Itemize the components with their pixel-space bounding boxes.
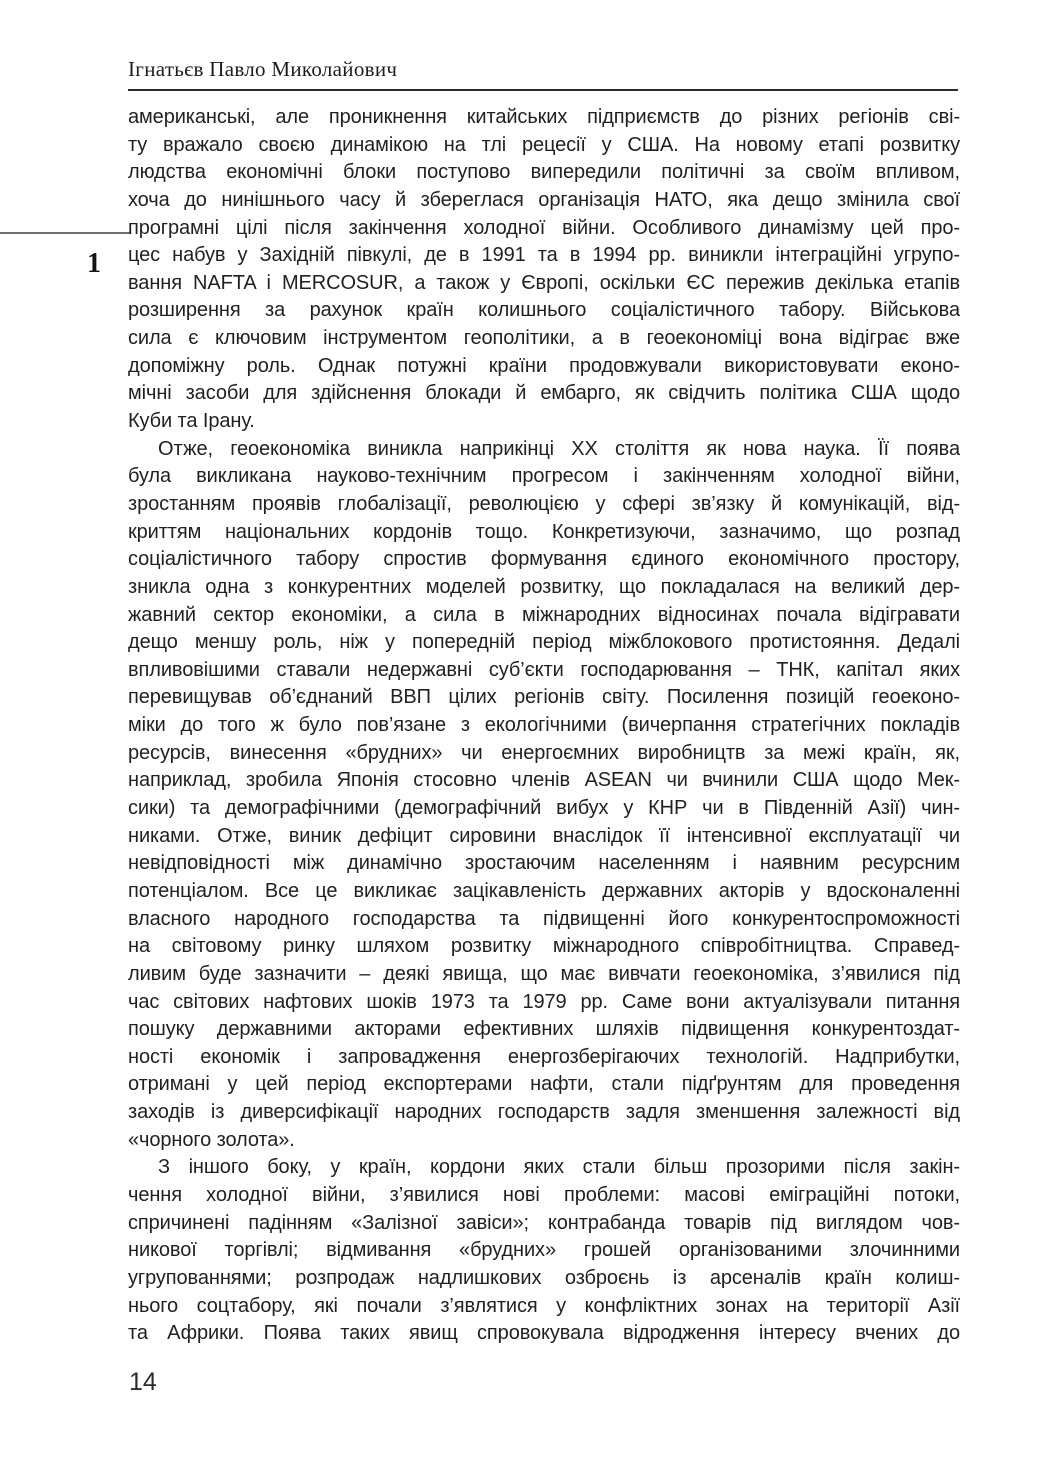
text-line: невідповідності між динамічно зростаючим населенням і наявним ресурсним — [128, 852, 960, 875]
text-line: була викликана науково-технічним прогресом і закінченням холодної війни, — [128, 465, 960, 488]
text-line: міки до того ж було пов’язане з екологічними (вичерпання стратегічних покладів — [128, 714, 960, 737]
text-line: сила є ключовим інструментом геополітики, а в геоекономіці вона відіграє вже — [128, 327, 960, 350]
text-line: заходів із диверсифікації народних господарств задля зменшення залежності від — [128, 1101, 960, 1124]
text-line: наприклад, зробила Японія стосовно членів ASEAN чи вчинили США щодо Мек- — [128, 769, 960, 792]
text-line: перевищував об’єднаний ВВП цілих регіонів світу. Посилення позицій геоеконо- — [128, 686, 960, 709]
text-line: власного народного господарства та підвищенні його конкурентоспроможності — [128, 907, 960, 930]
text-line: зникла одна з конкурентних моделей розвитку, що покладалася на великий дер- — [128, 575, 960, 598]
text-line: отримані у цей період експортерами нафти, стали підґрунтям для проведення — [128, 1073, 960, 1096]
header-rule — [128, 89, 958, 91]
text-line: на світовому ринку шляхом розвитку міжнародного співробітництва. Справед- — [128, 935, 960, 958]
text-line: З іншого боку, у країн, кордони яких стали більш прозорими після закін- — [158, 1156, 960, 1179]
text-line: угрупованнями; розпродаж надлишкових озброєнь із арсеналів країн колиш- — [128, 1266, 960, 1289]
text-line: програмні цілі після закінчення холодної війни. Особливого динамізму цей про- — [128, 216, 960, 239]
text-line: пошуку державними акторами ефективних шляхів підвищення конкурентоздат- — [128, 1018, 960, 1041]
text-line: криттям національних кордонів тощо. Конкретизуючи, зазначимо, що розпад — [128, 520, 960, 543]
text-line: цес набув у Західній півкулі, де в 1991 та в 1994 рр. виникли інтеграційні угрупо- — [128, 244, 960, 267]
chapter-number-marker: 1 — [87, 248, 101, 279]
text-line: Куби та Ірану. — [128, 410, 255, 433]
text-line: никами. Отже, виник дефіцит сировини внаслідок її інтенсивної експлуатації чи — [128, 824, 960, 847]
text-line: «чорного золота». — [128, 1128, 295, 1151]
text-line: та Африки. Поява таких явищ спровокувала відродження інтересу вчених до — [128, 1322, 960, 1345]
paragraph — [128, 104, 960, 436]
text-line: час світових нафтових шоків 1973 та 1979 рр. Саме вони актуалізували питання — [128, 990, 960, 1013]
text-line: хоча до нинішнього часу й збереглася організація НАТО, яка дещо змінила свої — [128, 188, 960, 211]
paragraph — [128, 436, 960, 1155]
page-number: 14 — [129, 1368, 157, 1396]
text-line: ливим буде зазначити – деякі явища, що має вивчати геоекономіка, з’явилися під — [128, 962, 960, 985]
chapter-margin-rule — [0, 232, 131, 234]
text-line: ресурсів, винесення «брудних» чи енергоємних виробництв за межі країн, як, — [128, 741, 960, 764]
text-line: спричинені падінням «Залізної завіси»; контрабанда товарів під виглядом чов- — [128, 1211, 960, 1234]
text-line: зростанням проявів глобалізації, революцією у сфері зв’язку й комунікацій, від- — [128, 492, 960, 515]
text-line: мічні засоби для здійснення блокади й ембарго, як свідчить політика США щодо — [128, 382, 960, 405]
text-line: ності економік і запровадження енергозберігаючих технологій. Надприбутки, — [128, 1045, 960, 1068]
text-line: потенціалом. Все це викликає зацікавленість державних акторів у вдосконаленні — [128, 879, 960, 902]
text-line: никової торгівлі; відмивання «брудних» грошей організованими злочинними — [128, 1239, 960, 1262]
text-line: дещо меншу роль, ніж у попередній період міжблокового протистояння. Дедалі — [128, 631, 960, 654]
text-line: Отже, геоекономіка виникла наприкінці ХХ століття як нова наука. Її поява — [158, 437, 960, 460]
text-line: чення холодної війни, з’явилися нові проблеми: масові еміграційні потоки, — [128, 1183, 960, 1206]
text-line: сики) та демографічними (демографічний вибух у КНР чи в Південній Азії) чин- — [128, 797, 960, 820]
text-line: американські, але проникнення китайських підприємств до різних регіонів сві- — [128, 106, 960, 128]
running-header-title: Ігнатьєв Павло Миколайович — [128, 57, 398, 81]
text-line: нього соцтабору, які почали з’являтися у конфліктних зонах на території Азії — [128, 1294, 960, 1317]
text-line: впливовішими ставали недержавні суб’єкти господарювання – ТНК, капітал яких — [128, 658, 960, 681]
text-line: розширення за рахунок країн колишнього соціалістичного табору. Військова — [128, 299, 960, 322]
text-line: жавний сектор економіки, а сила в міжнародних відносинах почала відігравати — [128, 603, 960, 626]
text-line: соціалістичного табору спростив формування єдиного економічного простору, — [128, 548, 960, 571]
text-block — [128, 104, 960, 1348]
text-line: людства економічні блоки поступово випередили політичні за своїм впливом, — [128, 161, 960, 184]
text-line: допоміжну роль. Однак потужні країни продовжували використовувати еконо- — [128, 354, 960, 377]
text-line: ту вражало своєю динамікою на тлі рецесії у США. На новому етапі розвитку — [128, 133, 960, 156]
text-line: вання NAFTA і MERCOSUR, а також у Європі, оскільки ЄС пережив декілька етапів — [128, 271, 960, 294]
paragraph — [128, 1154, 960, 1347]
